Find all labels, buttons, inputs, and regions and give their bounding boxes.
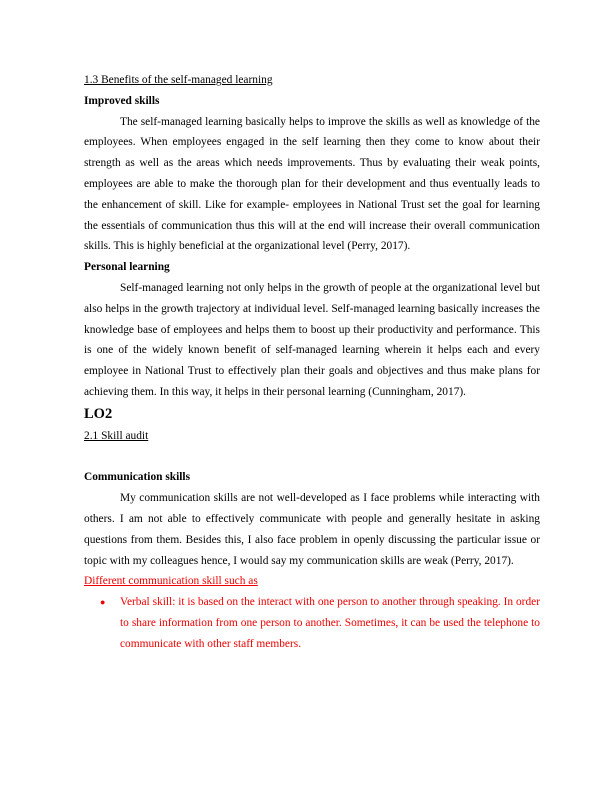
list-item bbox=[100, 592, 540, 654]
communication-skills-paragraph: My communication skills are not well-developed as I face problems while interacting with others. I am not able to effectively communicate with people and generally hesitate in asking questions from them. Besides this, I also face problem in openly discussing the particular issue or topic with my colleagues hence, I would say my communication skills are weak (Perry, 2017). bbox=[84, 492, 540, 567]
section-title-benefits: 1.3 Benefits of the self-managed learning bbox=[84, 74, 273, 86]
improved-skills-heading: Improved skills bbox=[84, 94, 160, 107]
improved-skills-paragraph: The self-managed learning basically helps to improve the skills as well as knowledge of the employees. When employees engaged in the self learning then they come to know about their strength as well as the areas which needs improvements. Thus by evaluating their weak points, employees are able to make the thorough plan for their development and thus eventually leads to the enhancement of skill. Like for example- employees in National Trust set the goal for learning the essentials of communication thus this will at the end will increase their overall communication skills. This is highly beneficial at the organizational level (Perry, 2017). bbox=[84, 115, 540, 253]
personal-learning-heading: Personal learning bbox=[84, 261, 170, 274]
blank-line bbox=[84, 447, 540, 468]
skills-bullet-list bbox=[84, 592, 540, 654]
page-content bbox=[84, 70, 540, 655]
personal-learning-paragraph: Self-managed learning not only helps in the growth of people at the organizational level but also helps in the growth trajectory at individual level. Self-managed learning basically increases the knowledge base of employees and helps them to boost up their productivity and performance. This is one of the widely known benefit of self-managed learning wherein it helps each and every employee in National Trust to effectively plan their goals and objectives and thus make plans for achieving them. In this way, it helps in their personal learning (Cunningham, 2017). bbox=[84, 281, 540, 398]
different-skills-heading: Different communication skill such as bbox=[84, 575, 258, 588]
communication-skills-heading: Communication skills bbox=[84, 471, 191, 484]
lo2-heading: LO2 bbox=[84, 405, 113, 422]
skill-audit-title: 2.1 Skill audit bbox=[84, 429, 149, 442]
bullet-icon: ● bbox=[100, 597, 106, 608]
verbal-skill-text: Verbal skill: it is based on the interact with one person to another through speaking. In order to share information from one person to another. Sometimes, it can be used the telephone to communicate with other staff members. bbox=[120, 596, 540, 650]
